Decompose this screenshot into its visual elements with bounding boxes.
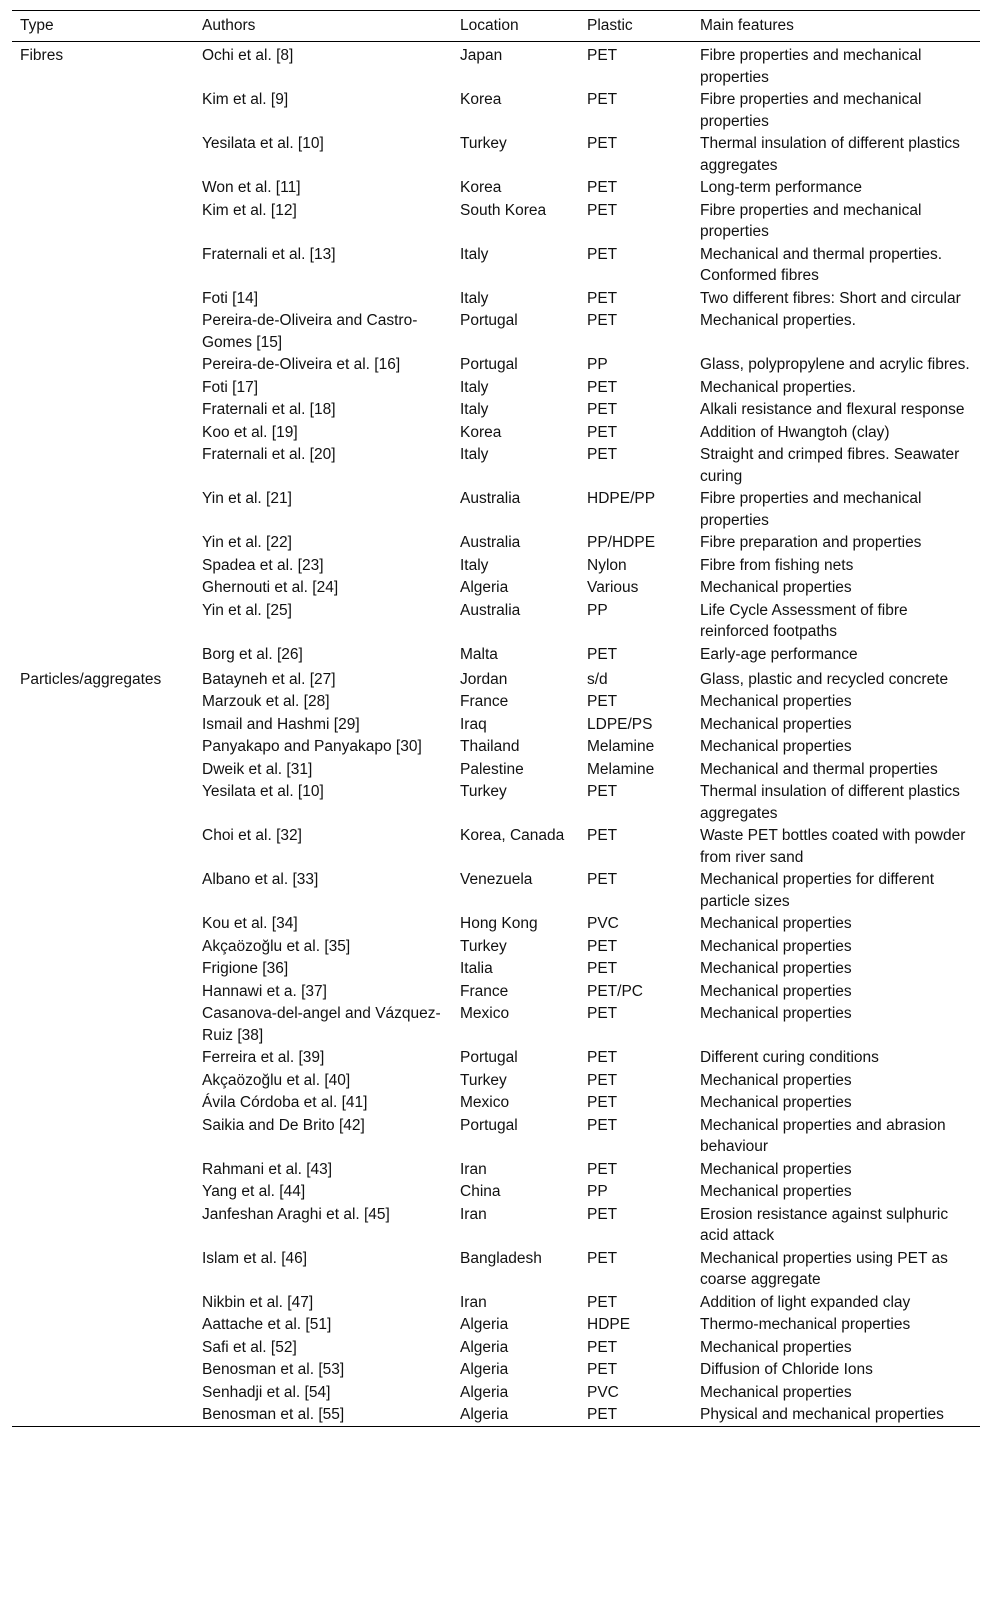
cell-type: Particles/aggregates [20,670,162,688]
cell-main-features: Thermal insulation of different plastics aggregates [700,783,960,822]
table-row [12,1291,980,1314]
cell-main-features: Waste PET bottles coated with powder from river sand [700,827,966,866]
cell-plastic: LDPE/PS [587,715,653,733]
table-row [12,133,980,177]
cell-location: Portugal [460,356,518,373]
cell-type [12,1158,194,1181]
cell-authors: Saikia and De Brito [42] [202,1116,365,1134]
cell-location: France [460,693,509,710]
cell-plastic: PET [587,423,618,441]
cell-plastic: PET [587,1005,618,1022]
cell-main-features: Addition of Hwangtoh (clay) [700,423,890,441]
cell-type [12,133,194,177]
cell-main-features: Mechanical properties [700,1338,852,1356]
cell-type [12,554,194,577]
table-row [12,399,980,422]
cell-main-features: Mechanical properties [700,1383,852,1401]
cell-authors: Frigione [36] [202,960,289,977]
cell-location: Malta [460,645,498,663]
cell-main-features: Fibre from fishing nets [700,556,854,574]
cell-authors: Islam et al. [46] [202,1249,308,1267]
table-row [12,935,980,958]
cell-authors: Akçaözoğlu et al. [35] [202,937,351,955]
header-main-features: Main features [700,17,794,34]
cell-main-features: Mechanical properties. [700,378,856,396]
cell-main-features: Mechanical properties [700,693,852,710]
cell-plastic: PET [587,871,618,888]
table-row [12,42,980,89]
cell-location: Portugal [460,1049,518,1066]
cell-plastic: PET [587,937,618,955]
cell-authors: Benosman et al. [55] [202,1406,345,1423]
cell-authors: Yesilata et al. [10] [202,135,324,152]
table-row [12,1003,980,1047]
cell-type [12,89,194,133]
cell-plastic: PET [587,446,618,463]
table-row [12,1181,980,1204]
cell-location: Italy [460,401,489,418]
table-row [12,781,980,825]
cell-main-features: Fibre preparation and properties [700,534,922,551]
cell-main-features: Mechanical properties for different particle sizes [700,871,935,910]
cell-plastic: PET [587,693,618,710]
table-row [12,980,980,1003]
cell-type [12,1404,194,1427]
cell-location: Italy [460,556,489,574]
cell-main-features: Mechanical properties and abrasion behaviour [700,1116,946,1155]
cell-plastic: PET [587,401,618,418]
cell-plastic: PET [587,289,618,307]
cell-plastic: HDPE/PP [587,490,656,507]
cell-authors: Ávila Córdoba et al. [41] [202,1094,368,1111]
cell-plastic: Melamine [587,760,655,778]
cell-main-features: Mechanical and thermal properties. Conformed fibres [700,245,943,284]
cell-main-features: Mechanical properties [700,1094,852,1111]
cell-authors: Yin et al. [21] [202,490,292,507]
cell-authors: Marzouk et al. [28] [202,693,330,710]
cell-type [12,958,194,981]
cell-location: Korea, Canada [460,827,565,844]
cell-plastic: PET [587,378,618,396]
table-row [12,1404,980,1427]
cell-location: Italy [460,289,489,307]
cell-type [12,913,194,936]
cell-authors: Senhadji et al. [54] [202,1383,331,1401]
cell-authors: Yesilata et al. [10] [202,783,324,800]
cell-authors: Janfeshan Araghi et al. [45] [202,1205,390,1223]
cell-location: Italy [460,378,489,396]
table-row [12,577,980,600]
cell-type [12,444,194,488]
cell-location: Jordan [460,670,508,688]
cell-main-features: Mechanical properties [700,579,852,596]
cell-plastic: PET [587,245,618,263]
cell-type [12,310,194,354]
cell-type [12,758,194,781]
cell-plastic: PET [587,1094,618,1111]
cell-authors: Hannawi et a. [37] [202,982,327,1000]
cell-location: Turkey [460,135,507,152]
table-body [12,42,980,1427]
cell-location: Algeria [460,1316,509,1333]
cell-plastic: PET [587,47,618,64]
table-row [12,643,980,666]
cell-authors: Foti [17] [202,378,258,396]
cell-main-features: Glass, plastic and recycled concrete [700,670,949,688]
cell-type [12,199,194,243]
cell-main-features: Different curing conditions [700,1049,879,1066]
cell-location: Iraq [460,715,487,733]
table-row [12,1247,980,1291]
cell-location: Korea [460,423,502,441]
cell-type [12,1069,194,1092]
cell-type [12,354,194,377]
cell-authors: Pereira-de-Oliveira and Castro-Gomes [15] [202,312,418,351]
cell-type [12,243,194,287]
cell-location: Hong Kong [460,915,538,932]
cell-location: Algeria [460,1338,509,1356]
table-row [12,177,980,200]
header-authors: Authors [202,17,256,34]
cell-plastic: PET [587,1160,618,1178]
cell-type [12,1003,194,1047]
cell-authors: Fraternali et al. [20] [202,446,336,463]
cell-location: Italia [460,960,493,977]
cell-plastic: PET [587,179,618,196]
cell-authors: Aattache et al. [51] [202,1316,332,1333]
cell-location: Turkey [460,783,507,800]
cell-location: China [460,1183,501,1200]
table-row [12,599,980,643]
cell-type [12,1092,194,1115]
cell-plastic: Nylon [587,556,627,574]
cell-authors: Yin et al. [25] [202,601,292,619]
cell-plastic: HDPE [587,1316,631,1333]
cell-location: Venezuela [460,871,533,888]
table-row [12,1158,980,1181]
table-row [12,554,980,577]
table-row [12,1203,980,1247]
cell-type [12,980,194,1003]
cell-main-features: Thermo-mechanical properties [700,1316,911,1333]
cell-main-features: Glass, polypropylene and acrylic fibres. [700,356,970,373]
cell-type [12,1291,194,1314]
cell-main-features: Erosion resistance against sulphuric acid attack [700,1205,949,1244]
cell-authors: Won et al. [11] [202,179,301,196]
cell-main-features: Mechanical and thermal properties [700,760,938,778]
cell-plastic: PP [587,601,608,619]
cell-location: Italy [460,446,489,463]
cell-type [12,825,194,869]
cell-plastic: PET [587,645,618,663]
table-row [12,310,980,354]
cell-plastic: PET [587,1406,618,1423]
cell-main-features: Mechanical properties [700,1071,852,1089]
table-row [12,89,980,133]
cell-location: Iran [460,1205,487,1223]
cell-plastic: PET [587,1338,618,1356]
cell-authors: Choi et al. [32] [202,827,302,844]
table-row [12,1336,980,1359]
cell-authors: Nikbin et al. [47] [202,1293,314,1311]
cell-type [12,1114,194,1158]
cell-location: Iran [460,1293,487,1311]
cell-type [12,869,194,913]
cell-plastic: PET [587,960,618,977]
cell-location: Mexico [460,1094,510,1111]
cell-authors: Foti [14] [202,289,258,307]
cell-type [12,488,194,532]
table-row [12,1047,980,1070]
table-row [12,199,980,243]
cell-type [12,421,194,444]
cell-plastic: PP [587,356,608,373]
cell-main-features: Fibre properties and mechanical properties [700,91,922,130]
cell-plastic: PET [587,1361,618,1378]
cell-plastic: PET [587,1293,618,1311]
cell-authors: Yin et al. [22] [202,534,292,551]
cell-main-features: Mechanical properties [700,937,852,955]
cell-plastic: Melamine [587,738,655,755]
cell-plastic: PP [587,1183,608,1200]
cell-type [12,781,194,825]
cell-main-features: Fibre properties and mechanical properties [700,490,922,529]
cell-authors: Dweik et al. [31] [202,760,313,778]
cell-authors: Akçaözoğlu et al. [40] [202,1071,351,1089]
cell-main-features: Mechanical properties [700,1005,852,1022]
table-row [12,713,980,736]
table-row [12,1114,980,1158]
cell-plastic: PET [587,91,618,108]
table-row [12,758,980,781]
cell-authors: Ismail and Hashmi [29] [202,715,360,733]
table-row [12,1092,980,1115]
cell-authors: Kou et al. [34] [202,915,298,932]
cell-authors: Casanova-del-angel and Vázquez-Ruiz [38] [202,1005,441,1044]
cell-main-features: Alkali resistance and flexural response [700,401,965,418]
cell-location: Portugal [460,312,518,329]
cell-location: Italy [460,245,489,263]
table-row [12,488,980,532]
cell-type [12,691,194,714]
cell-authors: Safi et al. [52] [202,1338,297,1356]
cell-type [12,1181,194,1204]
cell-type [12,1047,194,1070]
cell-type [12,1359,194,1382]
cell-location: Mexico [460,1005,510,1022]
cell-authors: Albano et al. [33] [202,871,319,888]
cell-location: Turkey [460,1071,507,1089]
cell-location: Turkey [460,937,507,955]
cell-plastic: Various [587,579,639,596]
cell-main-features: Mechanical properties [700,1160,852,1178]
table-row [12,1069,980,1092]
cell-main-features: Fibre properties and mechanical properties [700,201,922,240]
cell-location: Japan [460,47,503,64]
header-row [12,11,980,42]
cell-authors: Borg et al. [26] [202,645,303,663]
cell-main-features: Addition of light expanded clay [700,1293,911,1311]
cell-type [12,177,194,200]
cell-type [12,713,194,736]
cell-main-features: Mechanical properties using PET as coarse aggregate [700,1249,948,1288]
cell-type [12,399,194,422]
header-location: Location [460,17,519,34]
table-row [12,825,980,869]
cell-location: Algeria [460,579,509,596]
cell-authors: Koo et al. [19] [202,423,298,441]
cell-authors: Benosman et al. [53] [202,1361,345,1378]
cell-plastic: PET/PC [587,982,643,1000]
cell-location: Thailand [460,738,520,755]
table-row [12,958,980,981]
cell-main-features: Mechanical properties [700,1183,852,1200]
cell-main-features: Mechanical properties [700,738,852,755]
table-header [12,11,980,42]
table-row [12,869,980,913]
cell-authors: Rahmani et al. [43] [202,1160,333,1178]
table-row [12,243,980,287]
cell-plastic: PVC [587,1383,619,1401]
cell-type [12,599,194,643]
table-row [12,691,980,714]
cell-plastic: PET [587,1116,618,1134]
cell-type [12,1203,194,1247]
cell-location: Bangladesh [460,1249,542,1267]
cell-main-features: Mechanical properties. [700,312,856,329]
cell-location: Korea [460,179,502,196]
cell-type [12,736,194,759]
cell-main-features: Fibre properties and mechanical properties [700,47,922,86]
table-row [12,1359,980,1382]
cell-main-features: Physical and mechanical properties [700,1406,944,1423]
cell-type [12,1314,194,1337]
cell-authors: Yang et al. [44] [202,1183,306,1200]
cell-main-features: Mechanical properties [700,982,852,1000]
cell-authors: Batayneh et al. [27] [202,670,336,688]
cell-location: Algeria [460,1383,509,1401]
cell-location: France [460,982,509,1000]
cell-authors: Fraternali et al. [18] [202,401,336,418]
table-row [12,354,980,377]
header-plastic: Plastic [587,17,633,34]
cell-plastic: PVC [587,915,619,932]
cell-plastic: PET [587,135,618,152]
cell-plastic: PET [587,783,618,800]
cell-location: Algeria [460,1406,509,1423]
table-row [12,666,980,691]
cell-plastic: PET [587,1049,618,1066]
cell-location: Australia [460,534,521,551]
cell-authors: Ochi et al. [8] [202,47,294,64]
cell-location: Australia [460,490,521,507]
cell-authors: Panyakapo and Panyakapo [30] [202,738,422,755]
table-row [12,736,980,759]
cell-authors: Kim et al. [9] [202,91,289,108]
cell-type [12,1381,194,1404]
cell-authors: Pereira-de-Oliveira et al. [16] [202,356,401,373]
cell-location: Portugal [460,1116,518,1134]
cell-plastic: PET [587,1205,618,1223]
cell-authors: Kim et al. [12] [202,201,297,219]
cell-main-features: Long-term performance [700,179,862,196]
table-row [12,376,980,399]
cell-plastic: PET [587,827,618,844]
header-type: Type [20,17,54,34]
cell-location: Palestine [460,760,524,778]
cell-main-features: Straight and crimped fibres. Seawater curing [700,446,960,485]
cell-type [12,287,194,310]
cell-type [12,935,194,958]
plastics-in-concrete-table [12,10,980,1427]
cell-main-features: Diffusion of Chloride Ions [700,1361,873,1378]
cell-authors: Ghernouti et al. [24] [202,579,339,596]
cell-location: Iran [460,1160,487,1178]
cell-location: Australia [460,601,521,619]
table-row [12,444,980,488]
cell-main-features: Life Cycle Assessment of fibre reinforced footpaths [700,601,908,640]
cell-main-features: Mechanical properties [700,960,852,977]
cell-authors: Fraternali et al. [13] [202,245,336,263]
cell-plastic: PET [587,201,618,219]
cell-authors: Spadea et al. [23] [202,556,324,574]
cell-main-features: Mechanical properties [700,915,852,932]
cell-main-features: Thermal insulation of different plastics aggregates [700,135,960,174]
cell-main-features: Early-age performance [700,645,858,663]
cell-plastic: PP/HDPE [587,534,656,551]
cell-plastic: PET [587,1249,618,1267]
table-row [12,421,980,444]
cell-type [12,532,194,555]
cell-plastic: PET [587,1071,618,1089]
cell-plastic: s/d [587,670,608,688]
cell-location: Algeria [460,1361,509,1378]
cell-authors: Ferreira et al. [39] [202,1049,325,1066]
cell-type [12,1247,194,1291]
cell-type [12,643,194,666]
cell-type [12,376,194,399]
table-row [12,532,980,555]
cell-location: South Korea [460,201,547,219]
table-row [12,287,980,310]
cell-main-features: Two different fibres: Short and circular [700,289,961,307]
table-row [12,913,980,936]
cell-location: Korea [460,91,502,108]
cell-main-features: Mechanical properties [700,715,852,733]
table-row [12,1314,980,1337]
cell-type [12,577,194,600]
cell-type: Fibres [20,47,64,64]
cell-type [12,1336,194,1359]
cell-plastic: PET [587,312,618,329]
table-row [12,1381,980,1404]
